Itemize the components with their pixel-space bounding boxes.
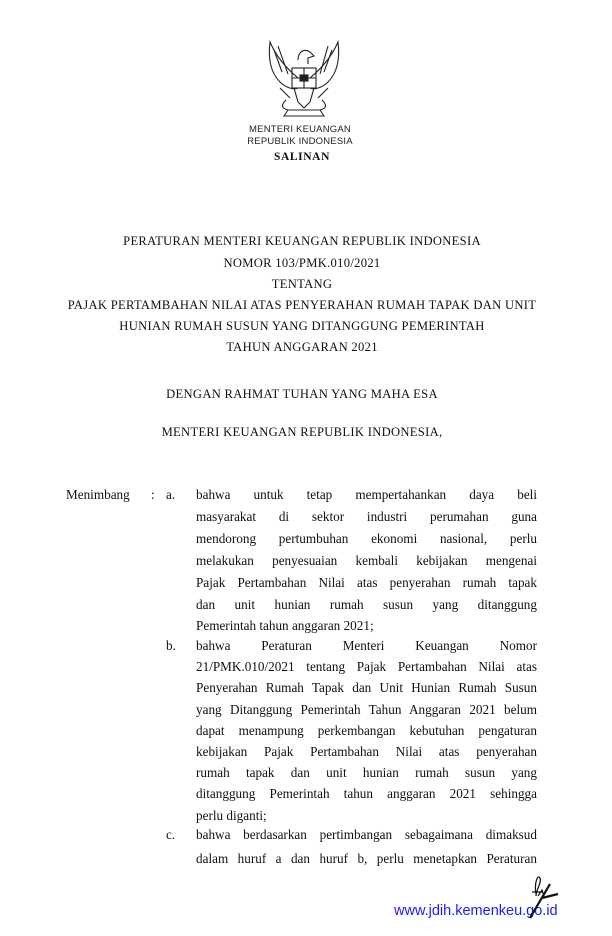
title-about: TENTANG bbox=[271, 277, 333, 291]
consideration-line: ditanggung Pemerintah tahun anggaran 2021 sehingga bbox=[196, 786, 537, 802]
invocation: DENGAN RAHMAT TUHAN YANG MAHA ESA bbox=[166, 387, 438, 401]
consideration-line: bahwa untuk tetap mempertahankan daya beli bbox=[196, 487, 537, 502]
item-letter: a. bbox=[166, 487, 176, 502]
regulation-number: NOMOR 103/PMK.010/2021 bbox=[223, 256, 381, 270]
considerations-label: Menimbang bbox=[66, 487, 130, 502]
considerations-colon: : bbox=[151, 487, 155, 502]
consideration-line: masyarakat di sektor industri perumahan guna bbox=[196, 508, 537, 524]
consideration-line: 21/PMK.010/2021 tentang Pajak Pertambahan Nilai atas bbox=[196, 659, 537, 675]
item-letter: c. bbox=[166, 827, 176, 842]
consideration-line: dalam huruf a dan huruf b, perlu menetapkan Peraturan bbox=[196, 850, 537, 866]
consideration-line: yang Ditanggung Pemerintah Tahun Anggaran 2021 belum bbox=[196, 701, 537, 717]
authority: MENTERI KEUANGAN REPUBLIK INDONESIA, bbox=[161, 425, 443, 439]
consideration-line: rumah tapak dan unit hunian rumah susun yang bbox=[196, 765, 537, 781]
letterhead-line2: REPUBLIK INDONESIA bbox=[247, 136, 353, 147]
item-letter: b. bbox=[166, 638, 176, 653]
letterhead-line1: MENTERI KEUANGAN bbox=[249, 124, 351, 135]
consideration-line: Penyerahan Rumah Tapak dan Unit Hunian Rumah Susun bbox=[196, 680, 537, 696]
initial-signature-icon bbox=[528, 872, 562, 920]
consideration-line: mendorong pertumbuhan ekonomi nasional, perlu bbox=[196, 530, 537, 546]
consideration-line: kebijakan Pajak Pertambahan Nilai atas penyerahan bbox=[196, 744, 537, 759]
title-line4: PAJAK PERTAMBAHAN NILAI ATAS PENYERAHAN RUMAH TAPAK DAN UNIT bbox=[67, 298, 537, 312]
consideration-line: bahwa berdasarkan pertimbangan sebagaimana dimaksud bbox=[196, 827, 537, 842]
consideration-line: perlu diganti; bbox=[196, 807, 267, 823]
jdih-url[interactable]: www.jdih.kemenkeu.go.id bbox=[394, 903, 558, 919]
consideration-line: melakukan penyesuaian kembali kebijakan mengenai bbox=[196, 552, 537, 568]
title-line6: TAHUN ANGGARAN 2021 bbox=[226, 340, 378, 354]
garuda-emblem-icon bbox=[258, 38, 350, 122]
consideration-line: Pemerintah tahun anggaran 2021; bbox=[196, 618, 374, 634]
consideration-line: Pajak Pertambahan Nilai atas penyerahan rumah tapak bbox=[196, 574, 537, 590]
title-line5: HUNIAN RUMAH SUSUN YANG DITANGGUNG PEMERINTAH bbox=[119, 319, 485, 333]
salinan-stamp: SALINAN bbox=[274, 151, 330, 163]
consideration-line: dan unit hunian rumah susun yang ditanggung bbox=[196, 596, 537, 612]
title-line1: PERATURAN MENTERI KEUANGAN REPUBLIK INDONESIA bbox=[123, 234, 481, 248]
consideration-line: dapat menampung perkembangan kebutuhan pengaturan bbox=[196, 722, 537, 738]
consideration-line: bahwa Peraturan Menteri Keuangan Nomor bbox=[196, 638, 537, 653]
